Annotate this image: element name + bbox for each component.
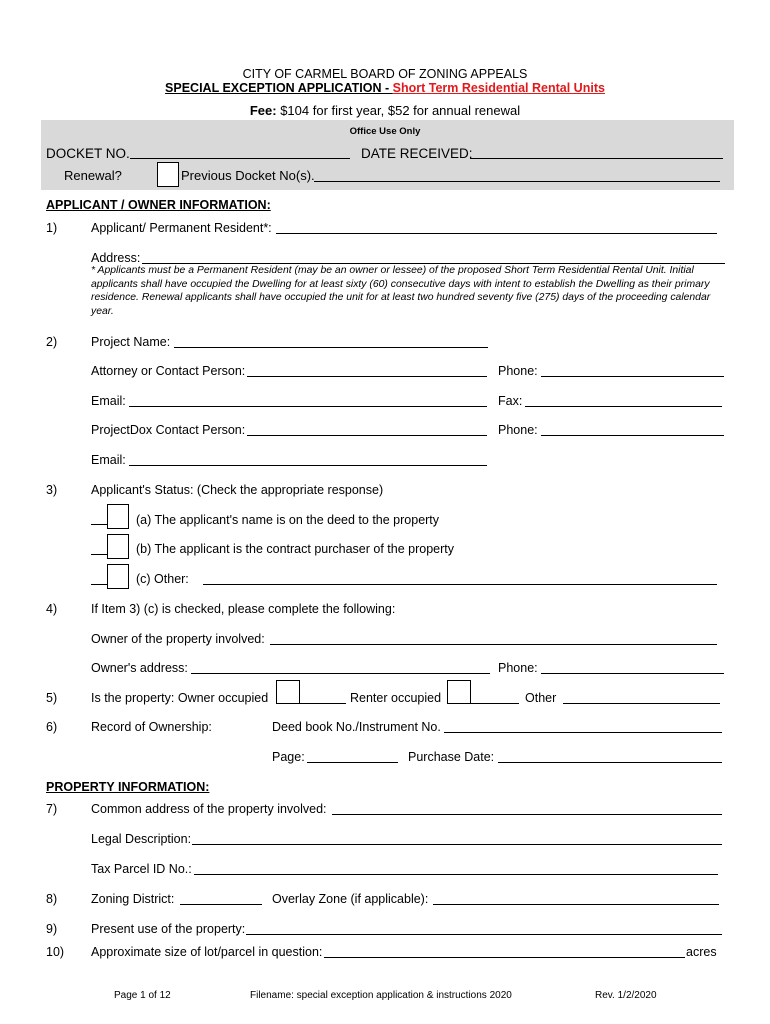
renewal-checkbox[interactable] [157, 162, 179, 187]
resident-label: Applicant/ Permanent Resident*: [91, 221, 272, 235]
item-number-9: 9) [46, 922, 58, 936]
renter-occupied-checkbox[interactable] [447, 680, 471, 704]
phone-label: Phone: [498, 364, 538, 378]
resident-field[interactable] [276, 233, 717, 234]
other-field[interactable] [563, 703, 720, 704]
present-use-field[interactable] [246, 934, 722, 935]
previous-docket-field[interactable] [314, 181, 720, 182]
legal-description-label: Legal Description: [91, 832, 192, 846]
footer-page: Page 1 of 12 [114, 990, 171, 1001]
fee-label: Fee: [249, 103, 277, 118]
date-received-label: DATE RECEIVED: [361, 146, 473, 161]
status-other-field[interactable] [203, 584, 717, 585]
email-label: Email: [91, 394, 126, 408]
item-number-7: 7) [46, 802, 58, 816]
purchase-date-field[interactable] [498, 762, 722, 763]
present-use-label: Present use of the property: [91, 922, 246, 936]
status-a-checkbox[interactable] [107, 504, 129, 529]
attorney-field[interactable] [247, 376, 487, 377]
legal-description-field[interactable] [192, 844, 722, 845]
email2-label: Email: [91, 453, 126, 467]
renter-occupied-label: Renter occupied [350, 691, 442, 705]
item-number-10: 10) [46, 945, 65, 959]
is-property-label: Is the property: Owner occupied [91, 691, 269, 705]
renewal-label: Renewal? [64, 168, 122, 183]
common-address-label: Common address of the property involved: [91, 802, 327, 816]
resident-note: * Applicants must be a Permanent Resident (may be an owner or lessee) of the proposed Short Term Residential Rental Unit. Initial applicants shall have occupied the Dwelling for at least sixty (60) consecutive days with intent to establish the Dwelling as their primary residence. Renewal applicants shall have occupied the unit for at least two hundred seventy five (275) days of the proceeding calendar year. [91, 265, 711, 317]
form-title-prefix: SPECIAL EXCEPTION APPLICATION - [165, 81, 393, 95]
item-number-5: 5) [46, 691, 58, 705]
projectdox-field[interactable] [247, 435, 487, 436]
owner-occupied-checkbox[interactable] [276, 680, 300, 704]
fee-text: $104 for first year, $52 for annual renewal [276, 103, 521, 118]
acres-label: acres [686, 945, 717, 959]
form-title-red: Short Term Residential Rental Units [392, 81, 605, 95]
status-a-label: (a) The applicant's name is on the deed to the property [136, 513, 440, 527]
common-address-field[interactable] [332, 814, 722, 815]
footer-filename: Filename: special exception application & instructions 2020 [250, 990, 512, 1001]
item-number-1: 1) [46, 221, 58, 235]
form-title [0, 81, 770, 95]
page-field[interactable] [307, 762, 398, 763]
project-name-label: Project Name: [91, 335, 171, 349]
docket-label: DOCKET NO. [46, 146, 130, 161]
other-label: Other [525, 691, 557, 705]
lot-size-field[interactable] [324, 957, 685, 958]
status-c-checkbox[interactable] [107, 564, 129, 589]
item-number-3: 3) [46, 483, 58, 497]
footer-revision: Rev. 1/2/2020 [595, 990, 657, 1001]
tax-parcel-field[interactable] [194, 874, 718, 875]
email-field[interactable] [129, 406, 487, 407]
item-number-6: 6) [46, 720, 58, 734]
attorney-label: Attorney or Contact Person: [91, 364, 246, 378]
phone-field[interactable] [541, 376, 724, 377]
fax-field[interactable] [525, 406, 722, 407]
status-b-checkbox[interactable] [107, 534, 129, 559]
zoning-district-field[interactable] [180, 904, 262, 905]
email2-field[interactable] [129, 465, 487, 466]
lot-size-label: Approximate size of lot/parcel in question: [91, 945, 323, 959]
owner-label: Owner of the property involved: [91, 632, 265, 646]
phone2-field[interactable] [541, 435, 724, 436]
phone3-label: Phone: [498, 661, 538, 675]
status-c-label: (c) Other: [136, 572, 189, 586]
overlay-zone-label: Overlay Zone (if applicable): [272, 892, 429, 906]
owner-field[interactable] [270, 644, 717, 645]
purchase-date-label: Purchase Date: [408, 750, 495, 764]
deed-book-field[interactable] [444, 732, 722, 733]
header-line1: CITY OF CARMEL BOARD OF ZONING APPEALS [242, 67, 528, 81]
item-number-2: 2) [46, 335, 58, 349]
status-label: Applicant's Status: (Check the appropriate response) [91, 483, 384, 497]
phone3-field[interactable] [541, 673, 724, 674]
fax-label: Fax: [498, 394, 523, 408]
property-section-title: PROPERTY INFORMATION: [46, 780, 210, 794]
owner-occupied-line [300, 703, 346, 704]
item-number-4: 4) [46, 602, 58, 616]
projectdox-label: ProjectDox Contact Person: [91, 423, 246, 437]
deed-book-label: Deed book No./Instrument No. [272, 720, 441, 734]
address-label: Address: [91, 251, 141, 265]
item-number-8: 8) [46, 892, 58, 906]
project-name-field[interactable] [174, 347, 488, 348]
overlay-zone-field[interactable] [433, 904, 719, 905]
previous-docket-label: Previous Docket No(s). [181, 168, 315, 183]
status-b-label: (b) The applicant is the contract purchaser of the property [136, 542, 454, 556]
item4-label: If Item 3) (c) is checked, please complete the following: [91, 602, 396, 616]
owner-address-field[interactable] [191, 673, 490, 674]
docket-field[interactable] [130, 158, 350, 159]
renter-occupied-line [471, 703, 519, 704]
record-ownership-label: Record of Ownership: [91, 720, 212, 734]
owner-address-label: Owner's address: [91, 661, 188, 675]
fee-line [0, 103, 770, 118]
tax-parcel-label: Tax Parcel ID No.: [91, 862, 192, 876]
phone2-label: Phone: [498, 423, 538, 437]
office-use-title: Office Use Only [349, 126, 421, 137]
applicant-section-title: APPLICANT / OWNER INFORMATION: [46, 198, 271, 212]
zoning-district-label: Zoning District: [91, 892, 175, 906]
date-received-field[interactable] [470, 158, 723, 159]
page-label: Page: [272, 750, 305, 764]
